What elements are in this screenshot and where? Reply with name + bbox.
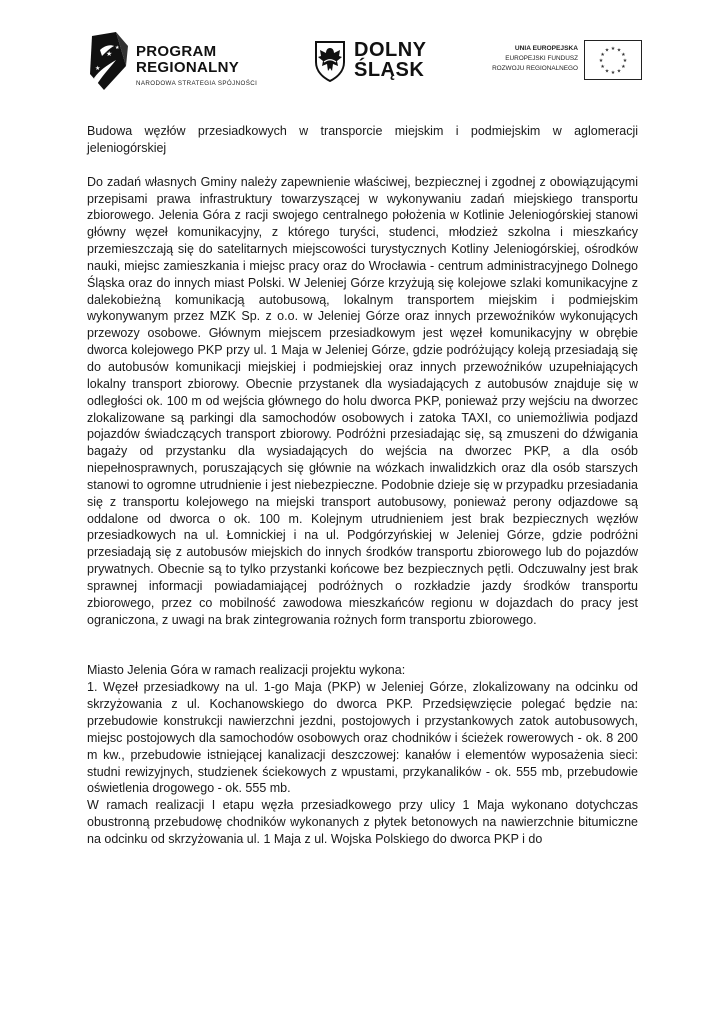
program-regionalny-mark-icon xyxy=(86,30,130,94)
svg-text:★: ★ xyxy=(600,52,605,58)
program-regionalny-logo xyxy=(86,30,286,94)
page-header xyxy=(0,0,724,110)
eu-logo-line2: EUROPEJSKI FUNDUSZ xyxy=(505,55,578,62)
dolny-slask-logo xyxy=(314,40,438,86)
eu-logo-line3: ROZWOJU REGIONALNEGO xyxy=(492,65,578,72)
paragraph-intro: Miasto Jelenia Góra w ramach realizacji projektu wykona: xyxy=(87,663,406,678)
document-title: Budowa węzłów przesiadkowych w transporcie miejskim i podmiejskim w aglomeracji jeleniogórskiej xyxy=(87,124,638,155)
document-body xyxy=(87,123,638,848)
eu-logo-text xyxy=(492,44,578,74)
paragraph-stage-1: W ramach realizacji I etapu węzła przesiadkowego przy ulicy 1 Maja wykonano dotychczas obustronną przebudowę chodników wykonanych z płytek betonowych na nawierzchnie bitumiczne na odcinku od skrzyżowania ul. 1 Maja z ul. Wojska Polskiego do dworca PKP i do xyxy=(87,798,638,846)
svg-text:★: ★ xyxy=(616,68,622,75)
eu-logo xyxy=(472,40,642,84)
svg-text:★: ★ xyxy=(616,47,622,54)
program-regionalny-line1: PROGRAM xyxy=(136,43,217,60)
dolny-slask-line1: DOLNY xyxy=(354,39,427,61)
svg-text:★: ★ xyxy=(600,64,605,70)
svg-text:★: ★ xyxy=(115,45,120,51)
svg-text:★: ★ xyxy=(621,64,626,70)
eagle-crest-icon xyxy=(314,40,346,82)
program-regionalny-subtitle: NARODOWA STRATEGIA SPÓJNOŚCI xyxy=(136,80,258,87)
svg-text:★: ★ xyxy=(604,47,610,54)
svg-text:★: ★ xyxy=(95,65,101,72)
svg-text:★: ★ xyxy=(622,58,628,64)
dolny-slask-line2: ŚLĄSK xyxy=(354,59,425,81)
eu-flag-icon xyxy=(584,40,642,80)
svg-text:★: ★ xyxy=(610,70,616,76)
svg-text:★: ★ xyxy=(621,52,626,58)
eu-logo-line1: UNIA EUROPEJSKA xyxy=(514,45,578,52)
program-regionalny-line2: REGIONALNY xyxy=(136,59,240,76)
svg-text:★: ★ xyxy=(604,68,610,75)
svg-text:★: ★ xyxy=(106,50,113,58)
paragraph-item-1: 1. Węzeł przesiadkowy na ul. 1-go Maja (PKP) w Jeleniej Górze, zlokalizowany na odcinku od skrzyżowania z ul. Kochanowskiego do dworca PKP. Przedsięwzięcie polegać będzie na: przebudowie konstrukcji nawierzchni jezdni, postojowych i przystankowych zatok autobusowych, miejsc postojowych dla samochodów osobowych oraz chodników i ścieżek rowerowych - ok. 8 200 m kw., przebudowie istniejącej kanalizacji deszczowej: kanałów i elementów wyposażenia sieci: studni rewizyjnych, studzienek ściekowych z wpustami, przykanalików - ok. 555 mb, przebudowie oświetlenia drogowego - ok. 555 mb. xyxy=(87,680,638,796)
svg-text:★: ★ xyxy=(610,46,616,52)
paragraph-context: Do zadań własnych Gminy należy zapewnienie właściwej, bezpiecznej i zgodnej z obowiązującymi przepisami prawa infrastruktury towarzyszącej w wykonywaniu zadań miejskiego transportu zbiorowego. Jelenia Góra z racji swojego centralnego położenia w Kotlinie Jeleniogórskiej stanowi główny węzeł komunikacyjny, z którego turyści, studenci, młodzież szkolna i mieszkańcy przemieszczają się do satelitarnych miejscowości turystycznych Kotliny Jeleniogórskiej, ośrodków nauki, miejsc zamieszkania i miejsc pracy oraz do Wrocławia - centrum administracyjnego Dolnego Śląska oraz do innych miast Polski. W Jeleniej Górze krzyżują się kolejowe szlaki komunikacyjne z dalekobieżną komunikacją autobusową, lokalnym transportem miejskim i podmiejskim wykonywanym przez MZK Sp. z o.o. w Jeleniej Górze oraz innych przewoźników wykonujących przewozy osobowe. Głównym miejscem przesiadkowym jest węzeł komunikacyjny w obrębie dworca kolejowego PKP przy ul. 1 Maja w Jeleniej Górze, gdzie podróżujący koleją przesiadają się do autobusów komunikacji miejskiej i podmiejskiej oraz innych przewoźników uzupełniających lokalny transport zbiorowy. Obecnie przystanek dla wysiadających z autobusów znajduje się w odległości ok. 100 m od wejścia głównego do holu dworca PKP, ponieważ przy wejściu na dworzec zlokalizowane są parkingi dla samochodów osobowych i zatoka TAXI, co uniemożliwia podjazd pojazdów świadczących transport zbiorowy. Podróżni przesiadając się, są zmuszeni do dźwigania bagaży od przystanku dla wysiadających do wejścia na dworzec PKP, a dla osób niepełnosprawnych, poruszających się głównie na wózkach inwalidzkich oraz dla osób starszych stanowi to ogromne utrudnienie i jest niebezpieczne. Podobnie dzieje się w przypadku przesiadania się z transportu kolejowego na miejski transport autobusowy, ponieważ perony odjazdowe są oddalone od dworca o ok. 100 m. Kolejnym utrudnieniem jest brak bezpiecznych węzłów przesiadkowych na ul. Łomnickiej i na ul. Podgórzyńskiej w Jeleniej Górze, gdzie podróżni przesiadają się z autobusów miejskich do innych środków transportu zbiorowego lub do pojazdów prywatnych. Obecnie są to tylko przystanki końcowe bez bezpiecznych pętli. Odczuwalny jest brak sprawnej informacji powiadamiającej podróżnych o rozkładzie jazdy środków transportu zbiorowego, przez co mobilność zawodowa mieszkańców regionu w dojazdach do pracy jest ograniczona, z uwagi na brak zintegrowania rożnych form transportu zbiorowego. xyxy=(87,174,638,627)
svg-text:★: ★ xyxy=(598,58,604,64)
